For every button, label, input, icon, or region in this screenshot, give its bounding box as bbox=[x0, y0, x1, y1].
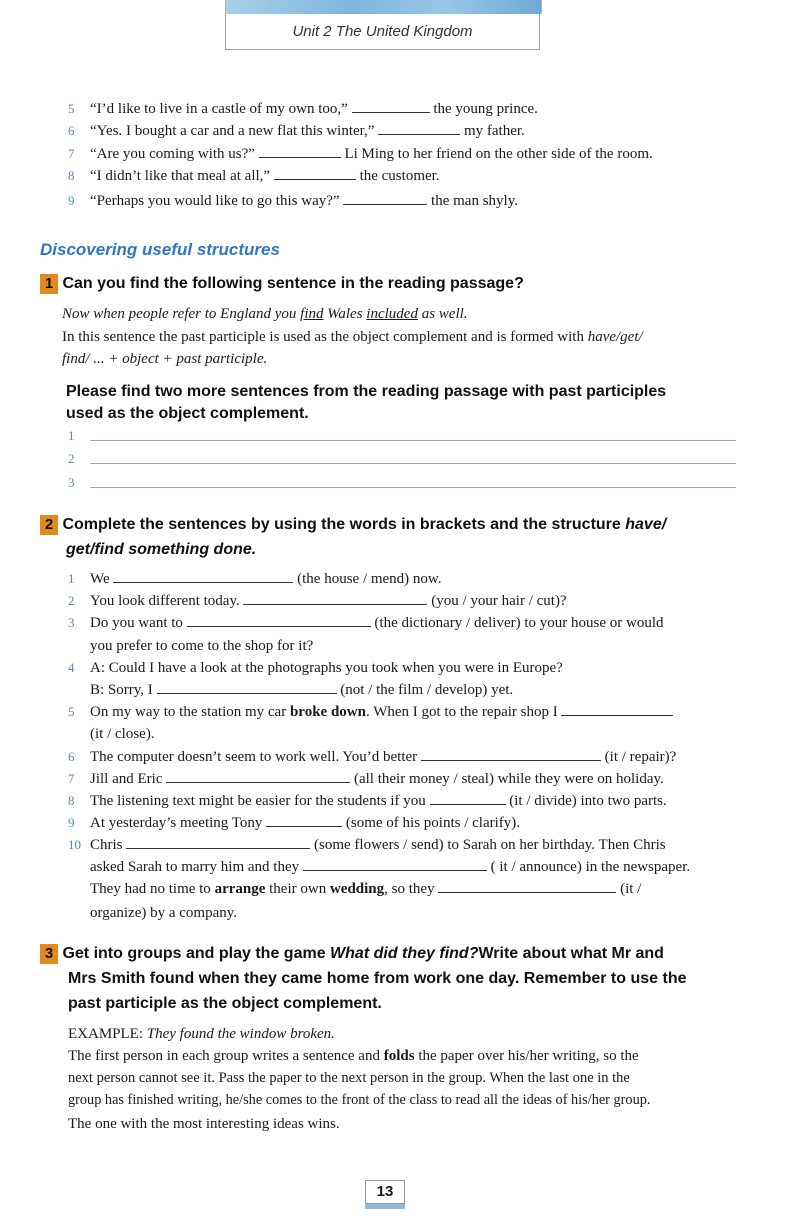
example-sentence: Now when people refer to England you find Wales included as well. bbox=[62, 306, 468, 322]
exercise-1-instruction-2: used as the object complement. bbox=[66, 405, 309, 422]
unit-title: Unit 2 The United Kingdom bbox=[225, 14, 540, 50]
example-line: EXAMPLE: They found the window broken. bbox=[68, 1026, 335, 1042]
answer-blank[interactable] bbox=[266, 813, 342, 827]
answer-blank[interactable] bbox=[126, 835, 310, 849]
exercise-2-badge: 2 bbox=[40, 515, 58, 535]
paragraph-line: The first person in each group writes a sentence and folds the paper over his/her writing, so the bbox=[68, 1048, 639, 1064]
exercise-2-heading: 2 Complete the sentences by using the words in brackets and the structure have/ bbox=[40, 513, 666, 537]
answer-blank[interactable] bbox=[113, 569, 293, 583]
exercise-3-heading: 3 Get into groups and play the game What did they find?Write about what Mr and bbox=[40, 942, 664, 966]
exercise-3-badge: 3 bbox=[40, 944, 58, 964]
paragraph-line: The one with the most interesting ideas wins. bbox=[68, 1116, 340, 1132]
paragraph-line: group has finished writing, he/she comes to the front of the class to read all the ideas of his/her group. bbox=[68, 1092, 651, 1108]
section-title: Discovering useful structures bbox=[40, 240, 280, 259]
page-number: 13 bbox=[365, 1180, 405, 1204]
answer-blank[interactable] bbox=[274, 166, 356, 180]
answer-blank[interactable] bbox=[259, 144, 341, 158]
explanation-line-1: In this sentence the past participle is used as the object complement and is formed with have/get/ bbox=[62, 329, 643, 345]
answer-blank[interactable] bbox=[352, 99, 430, 113]
exercise-1-heading: 1 Can you find the following sentence in the reading passage? bbox=[40, 272, 524, 296]
answer-blank[interactable] bbox=[343, 191, 427, 205]
answer-line[interactable] bbox=[90, 440, 736, 441]
answer-blank[interactable] bbox=[243, 591, 427, 605]
exercise-2-heading-2: get/find something done. bbox=[66, 541, 257, 558]
answer-line[interactable] bbox=[90, 487, 736, 488]
paragraph-line: next person cannot see it. Pass the paper to the next person in the group. When the last one in the bbox=[68, 1070, 630, 1086]
exercise-1-instruction: Please find two more sentences from the reading passage with past participles bbox=[66, 383, 667, 400]
answer-blank[interactable] bbox=[187, 613, 371, 627]
answer-blank[interactable] bbox=[430, 791, 506, 805]
header-decoration bbox=[225, 0, 542, 14]
answer-blank[interactable] bbox=[421, 747, 601, 761]
answer-line[interactable] bbox=[90, 463, 736, 464]
answer-blank[interactable] bbox=[166, 769, 350, 783]
explanation-line-2: find/ ... + object + past participle. bbox=[62, 351, 268, 367]
answer-blank[interactable] bbox=[157, 680, 337, 694]
answer-blank[interactable] bbox=[378, 121, 460, 135]
answer-blank[interactable] bbox=[303, 857, 487, 871]
answer-blank[interactable] bbox=[561, 702, 673, 716]
page-number-bar bbox=[365, 1204, 405, 1209]
exercise-1-badge: 1 bbox=[40, 274, 58, 294]
answer-blank[interactable] bbox=[438, 879, 616, 893]
